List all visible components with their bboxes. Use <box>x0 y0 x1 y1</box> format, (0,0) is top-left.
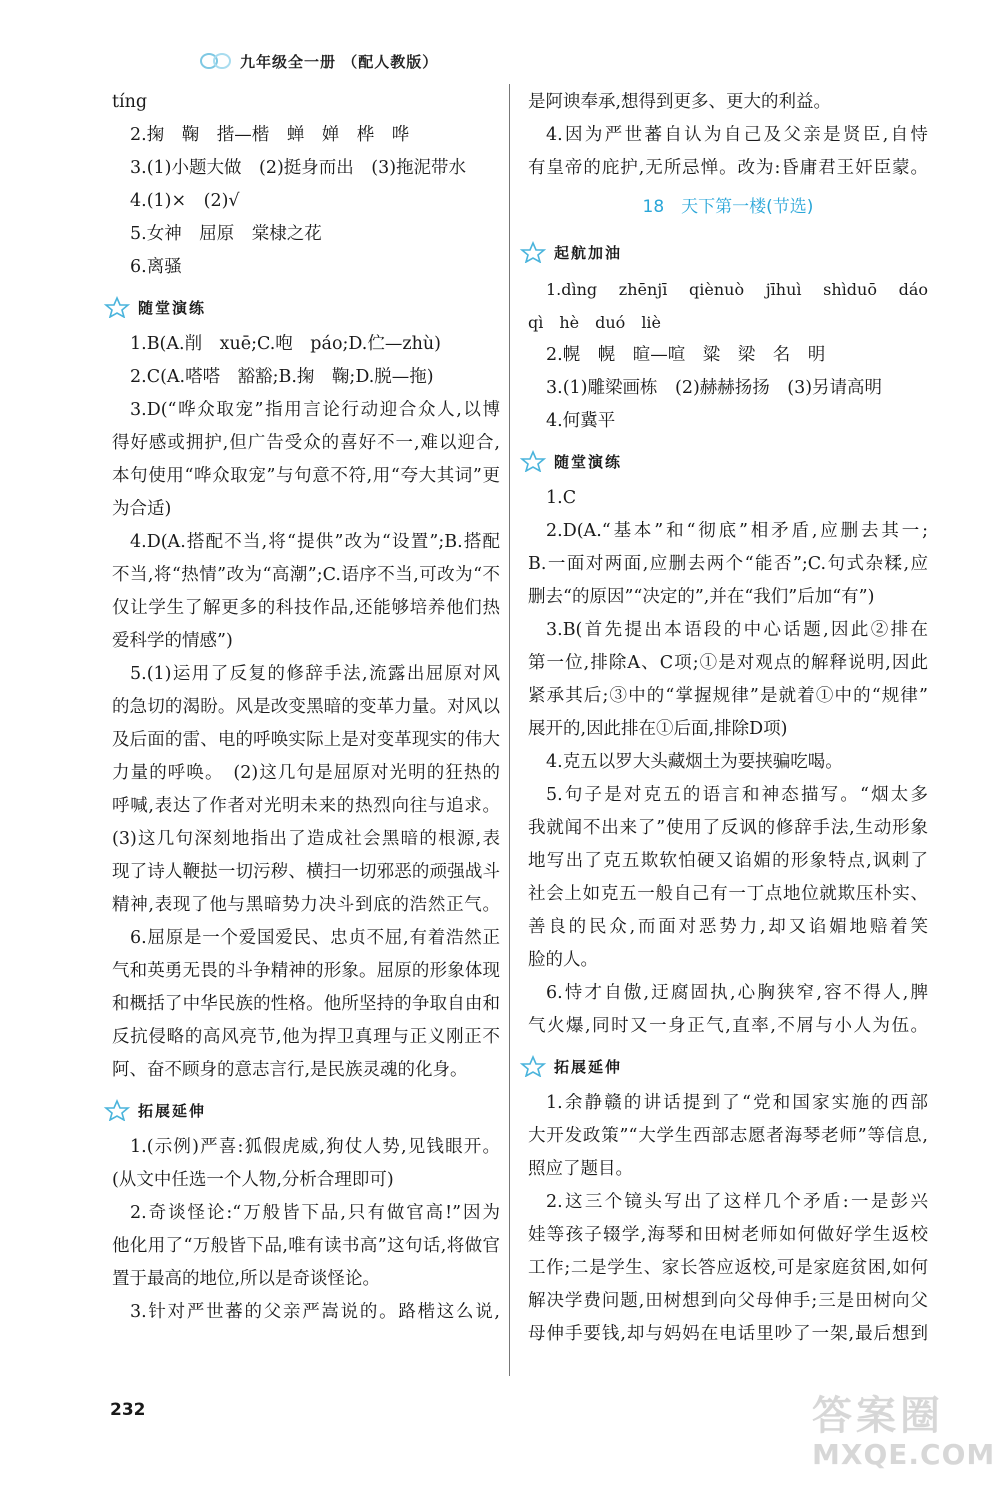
text-line: 精神,表现了他与黑暗势力决斗到底的浩然正气。 <box>112 895 500 915</box>
text-line: 娃等孩子辍学,海琴和田树老师如何做好学生返校 <box>528 1225 928 1245</box>
text-line: 4.因为严世蕃自认为自己及父亲是贤臣,自恃 <box>546 125 928 145</box>
text-line: qì hè duó liè <box>528 313 662 332</box>
star-icon <box>102 296 132 318</box>
text-line: 呼喊,表达了作者对光明未来的热烈向往与追求。 <box>112 796 500 816</box>
text-line: 阿、奋不顾身的意志言行,是民族灵魂的化身。 <box>112 1060 468 1080</box>
text-line: 1.余静赣的讲话提到了“党和国家实施的西部 <box>546 1093 928 1113</box>
section-heading <box>518 1049 928 1083</box>
left-column <box>112 86 500 1329</box>
watermark-url: MXQE.COM <box>812 1438 996 1471</box>
section-heading <box>518 235 928 269</box>
text-line: 善良的民众,而面对恶势力,却又谄媚地赔着笑 <box>528 917 928 937</box>
section-label: 拓展延伸 <box>138 1101 207 1120</box>
text-line: 的急切的渴盼。风是改变黑暗的变革力量。对风以 <box>112 697 500 717</box>
text-line: 母伸手要钱,却与妈妈在电话里吵了一架,最后想到 <box>528 1324 928 1344</box>
text-line: 爱科学的情感”) <box>112 631 233 651</box>
text-line: 解决学费问题,田树想到向父母伸手;三是田树向父 <box>528 1291 928 1311</box>
book-logo-icon <box>200 51 232 71</box>
text-line: 1.(示例)严喜:狐假虎威,狗仗人势,见钱眼开。 <box>130 1137 500 1157</box>
text-line: 3.D(“哗众取宠”指用言论行动迎合众人,以博 <box>130 400 500 420</box>
text-line: 置于最高的地位,所以是奇谈怪论。 <box>112 1269 381 1289</box>
text-line: 第一位,排除A、C项;①是对观点的解释说明,因此 <box>528 653 928 673</box>
text-line: 3.针对严世蕃的父亲严嵩说的。路楷这么说, <box>130 1302 500 1322</box>
text-line: 社会上如克五一般自己有一丁点地位就欺压朴实、 <box>528 884 928 904</box>
text-line: 和概括了中华民族的性格。他所坚持的争取自由和 <box>112 994 500 1014</box>
text-line: 我就闻不出来了”使用了反讽的修辞手法,生动形象 <box>528 818 928 838</box>
star-icon <box>518 1055 548 1077</box>
text-line: 紧承其后;③中的“掌握规律”是就着①中的“规律” <box>528 686 928 706</box>
text-line: 2.这三个镜头写出了这样几个矛盾:一是彭兴 <box>546 1192 928 1212</box>
text-line: 仅让学生了解更多的科技作品,还能够培养他们热 <box>112 598 500 618</box>
text-line: 工作;二是学生、家长答应返校,可是家庭贫困,如何 <box>528 1258 928 1278</box>
text-line: 及后面的雷、电的呼唤实际上是对变革现实的伟大 <box>112 730 500 750</box>
text-line: 1.dìng zhēnjī qiènuò jīhuì shìduō dáo <box>546 280 928 299</box>
text-line: 地写出了克五欺软怕硬又谄媚的形象特点,讽刺了 <box>528 851 928 871</box>
star-icon <box>518 241 548 263</box>
text-line: 他化用了“万般皆下品,唯有读书高”这句话,将做官 <box>112 1236 500 1256</box>
text-line: 6.离骚 <box>130 257 182 277</box>
text-line: 5.(1)运用了反复的修辞手法,流露出屈原对风 <box>130 664 500 684</box>
text-line: 5.女神 屈原 棠棣之花 <box>130 224 322 244</box>
text-line: 3.(1)雕梁画栋 (2)赫赫扬扬 (3)另请高明 <box>546 378 883 398</box>
star-icon <box>518 450 548 472</box>
text-line: 3.(1)小题大做 (2)挺身而出 (3)拖泥带水 <box>130 158 467 178</box>
text-line: 现了诗人鞭挞一切污秽、横扫一切邪恶的顽强战斗 <box>112 862 500 882</box>
page-header <box>200 44 438 78</box>
text-line: (3)这几句深刻地指出了造成社会黑暗的根源,表 <box>112 829 500 849</box>
text-line: 2.D(A.“基本”和“彻底”相矛盾,应删去其一; <box>546 521 928 541</box>
text-line: 2.掬 鞠 揩—楷 蝉 婵 桦 哗 <box>130 125 410 145</box>
star-icon <box>102 1099 132 1121</box>
right-column <box>528 86 928 1351</box>
section-label: 随堂演练 <box>554 452 623 471</box>
text-line: 4.克五以罗大头藏烟土为要挟骗吃喝。 <box>546 752 843 772</box>
text-line: 3.B(首先提出本语段的中心话题,因此②排在 <box>546 620 928 640</box>
text-line: (从文中任选一个人物,分析合理即可) <box>112 1170 394 1190</box>
watermark-logo-text: 答案圈 <box>812 1393 944 1439</box>
text-line: 得好感或拥护,但广告受众的喜好不一,难以迎合, <box>112 433 500 453</box>
text-line: 4.何冀平 <box>546 411 616 431</box>
section-label: 随堂演练 <box>138 298 207 317</box>
page-number: 232 <box>110 1400 146 1420</box>
text-line: 有皇帝的庇护,无所忌惮。改为:昏庸君王奸臣蒙。 <box>528 158 928 178</box>
text-line: 大开发政策”“大学生西部志愿者海琴老师”等信息, <box>528 1126 928 1146</box>
text-line: 是阿谀奉承,想得到更多、更大的利益。 <box>528 92 832 112</box>
text-line: 2.奇谈怪论:“万般皆下品,只有做官高!”因为 <box>130 1203 500 1223</box>
text-line: B.一面对两面,应删去两个“能否”;C.句式杂糅,应 <box>528 554 928 574</box>
section-label: 起航加油 <box>554 243 623 262</box>
text-line: 2.幌 幌 暄—喧 粱 梁 名 明 <box>546 345 826 365</box>
text-line: 6.屈原是一个爱国爱民、忠贞不屈,有着浩然正 <box>130 928 500 948</box>
column-divider <box>509 84 510 1376</box>
section-heading <box>518 444 928 478</box>
text-line: 气和英勇无畏的斗争精神的形象。屈原的形象体现 <box>112 961 500 981</box>
text-line: tíng <box>112 92 148 112</box>
text-line: 4.(1)× (2)√ <box>130 191 240 211</box>
section-heading <box>102 1093 500 1127</box>
text-line: 1.C <box>546 488 577 508</box>
text-line: 6.恃才自傲,迂腐固执,心胸狭窄,容不得人,脾 <box>546 983 928 1003</box>
watermark <box>812 1393 996 1478</box>
text-line: 力量的呼唤。 (2)这几句是屈原对光明的狂热的 <box>112 763 500 783</box>
text-line: 删去“的原因”“决定的”,并在“我们”后加“有”) <box>528 587 875 607</box>
text-line: 展开的,因此排在①后面,排除D项) <box>528 719 788 739</box>
text-line: 反抗侵略的高风亮节,他为捍卫真理与正义刚正不 <box>112 1027 500 1047</box>
section-label: 拓展延伸 <box>554 1057 623 1076</box>
header-title: 九年级全一册 （配人教版） <box>240 52 439 71</box>
text-line: 不当,将“热情”改为“高潮”;C.语序不当,可改为“不 <box>112 565 500 585</box>
text-line: 1.B(A.削 xuē;C.咆 páo;D.伫—zhù) <box>130 334 441 354</box>
text-line: 照应了题目。 <box>528 1159 633 1179</box>
lesson-title: 18 天下第一楼(节选) <box>642 197 814 217</box>
text-line: 4.D(A.搭配不当,将“提供”改为“设置”;B.搭配 <box>130 532 500 552</box>
section-heading <box>102 290 500 324</box>
text-line: 2.C(A.嗒嗒 豁豁;B.掬 鞠;D.脱—拖) <box>130 367 434 387</box>
text-line: 脸的人。 <box>528 950 598 970</box>
text-line: 本句使用“哗众取宠”与句意不符,用“夸大其词”更 <box>112 466 500 486</box>
text-line: 为合适) <box>112 499 172 519</box>
text-line: 5.句子是对克五的语言和神态描写。“烟太多 <box>546 785 928 805</box>
text-line: 气火爆,同时又一身正气,直率,不屑与小人为伍。 <box>528 1016 928 1036</box>
